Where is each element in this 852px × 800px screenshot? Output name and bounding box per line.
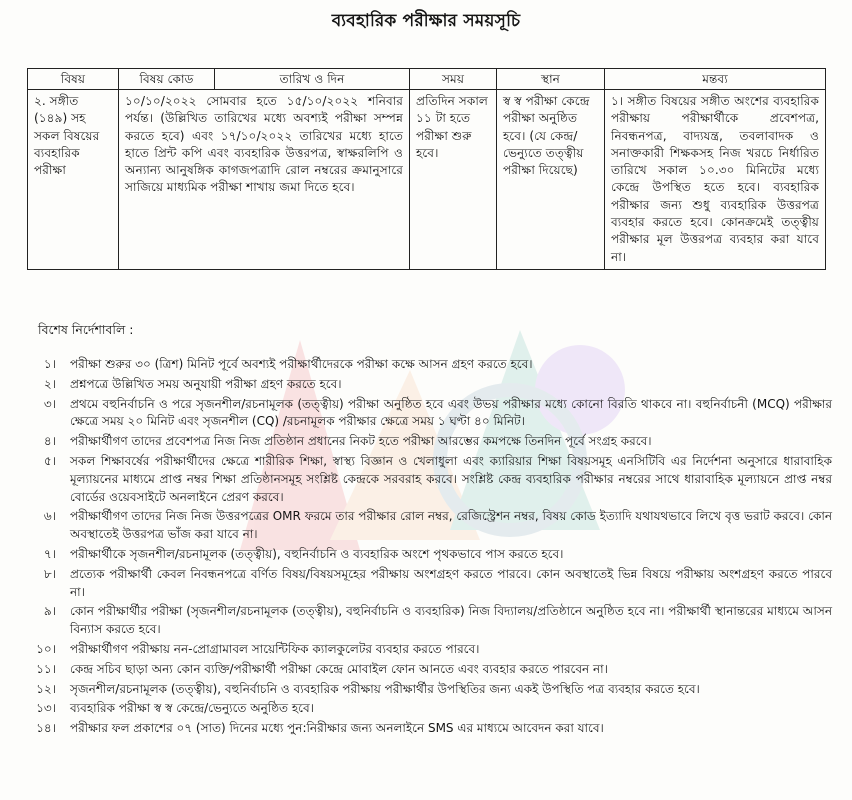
note-text: সকল শিক্ষাবর্ষের পরীক্ষার্থীদের ক্ষেত্রে শারীরিক শিক্ষা, স্বাস্থ্য বিজ্ঞান ও খেলাধুলা এবং ক্যারিয়ার শিক্ষা বিষয়সমূহ এনসিটিবি এর নির্দেশনা অনুসারে ধারাবাহিক মূল্যায়নের মাধ্যমে প্রাপ্ত নম্বর শিক্ষা প্রতিষ্ঠানসমূহ সংশ্লিষ্ট কেন্দ্রকে সরবরাহ করবে। সংশ্লিষ্ট কেন্দ্র ব্যবহারিক পরীক্ষার নম্বরের সাথে ধারাবাহিক মূল্যায়নে প্রাপ্ত নম্বর বোর্ডের ওয়েবসাইটে অনলাইনে প্রেরণ করবে।	[70, 453, 832, 504]
list-item	[32, 433, 832, 451]
note-text: প্রশ্নপত্রে উল্লিখিত সময় অনুযায়ী পরীক্ষা গ্রহণ করতে হবে।	[70, 376, 342, 391]
list-item	[32, 396, 832, 432]
note-number: ৯।	[43, 604, 56, 619]
note-number: ৫।	[43, 453, 56, 468]
note-text: সৃজনশীল/রচনামূলক (তত্ত্বীয়), বহুনির্বাচনি ও ব্যবহারিক পরীক্ষায় পরীক্ষার্থীর উপস্থিতির জন্য একই উপস্থিতি পত্র ব্যবহার করতে হবে।	[70, 681, 700, 696]
list-item	[32, 453, 832, 506]
table-header-row	[28, 69, 826, 90]
table-row	[28, 90, 826, 270]
note-text: কোন পরীক্ষার্থীর পরীক্ষা (সৃজনশীল/রচনামূলক (তত্ত্বীয়), বহুনির্বাচনি ও ব্যবহারিক) নিজ বিদ্যালয়/প্রতিষ্ঠানে অনুষ্ঠিত হবে না। পরীক্ষার্থী স্থানান্তরের মাধ্যমে আসন বিন্যাস করতে হবে।	[70, 604, 832, 637]
note-text: কেন্দ্র সচিব ছাড়া অন্য কোন ব্যক্তি/পরীক্ষার্থী পরীক্ষা কেন্দ্রে মোবাইল ফোন আনতে এবং ব্যবহার করতে পারবেন না।	[70, 661, 608, 676]
note-number: ৮।	[43, 566, 56, 581]
col-remarks-header: মন্তব্য	[605, 69, 826, 90]
note-text: প্রত্যেক পরীক্ষার্থী কেবল নিবন্ধনপত্রে বর্ণিত বিষয়/বিষয়সমূহের পরীক্ষায় অংশগ্রহণ করতে পারবে। কোন অবস্থাতেই ভিন্ন বিষয়ে পরীক্ষায় অংশগ্রহণ করতে পারবে না।	[70, 566, 832, 599]
list-item	[32, 546, 832, 564]
list-item	[32, 700, 832, 718]
col-code-header: বিষয় কোড	[119, 69, 215, 90]
list-item	[32, 356, 832, 374]
note-text: ব্যবহারিক পরীক্ষা স্ব স্ব কেন্দ্রে/ভেন্যুতে অনুষ্ঠিত হবে।	[70, 701, 314, 716]
col-place-header: স্থান	[497, 69, 605, 90]
list-item	[32, 603, 832, 639]
list-item	[32, 376, 832, 394]
note-number: ১৪।	[36, 721, 56, 736]
cell-time: প্রতিদিন সকাল ১১ টা হতে পরীক্ষা শুরু হবে।	[410, 90, 497, 270]
note-text: পরীক্ষার ফল প্রকাশের ০৭ (সাত) দিনের মধ্যে পুন:নিরীক্ষার জন্য অনলাইনে SMS এর মাধ্যমে আবেদন করা যাবে।	[70, 721, 604, 736]
cell-remarks: ১। সঙ্গীত বিষয়ের সঙ্গীত অংশের ব্যবহারিক পরীক্ষায় পরীক্ষার্থীকে প্রবেশপত্র, নিবন্ধনপত্র, বাদ্যযন্ত্র, তবলাবাদক ও সনাক্তকারী শিক্ষকসহ নিজ খরচে নির্ধারিত তারিখে সকাল ১০.৩০ মিনিটের মধ্যে কেন্দ্রে উপস্থিত হতে হবে। ব্যবহারিক পরীক্ষার জন্য শুধু ব্যবহারিক উত্তরপত্র ব্যবহার করতে হবে। কোনক্রমেই তত্ত্বীয় পরীক্ষার মূল উত্তরপত্র ব্যবহার করা যাবে না।	[605, 90, 826, 270]
note-text: পরীক্ষা শুরুর ৩০ (ত্রিশ) মিনিট পূর্বে অবশ্যই পরীক্ষার্থীদেরকে পরীক্ষা কক্ষে আসন গ্রহণ করতে হবে।	[70, 357, 533, 371]
cell-subject: ২. সঙ্গীত (১৪৯) সহ সকল বিষয়ের ব্যবহারিক পরীক্ষা	[28, 90, 119, 270]
list-item	[32, 508, 832, 544]
note-text: পরীক্ষার্থীগণ তাদের প্রবেশপত্র নিজ নিজ প্রতিষ্ঠান প্রধানের নিকট হতে পরীক্ষা আরম্ভের কমপক্ষে তিনদিন পূর্বে সংগ্রহ করবে।	[70, 434, 652, 449]
note-text: পরীক্ষার্থীগণ তাদের নিজ নিজ উত্তরপত্রের OMR ফরমে তার পরীক্ষার রোল নম্বর, রেজিস্ট্রেশন নম্বর, বিষয় কোড ইত্যাদি যথাযথভাবে লিখে বৃত্ত ভরাট করবে। কোন অবস্থাতেই উত্তরপত্র ভাঁজ করা যাবে না।	[70, 509, 832, 542]
note-text: প্রথমে বহুনির্বাচনি ও পরে সৃজনশীল/রচনামূলক (তত্ত্বীয়) পরীক্ষা অনুষ্ঠিত হবে এবং উভয় পরীক্ষার মধ্যে কোনো বিরতি থাকবে না। বহুনির্বাচনী (MCQ) পরীক্ষার ক্ষেত্রে সময় ২০ মিনিট এবং সৃজনশীল (CQ) /রচনামূলক পরীক্ষার ক্ষেত্রে সময় ১ ঘণ্টা ৪০ মিনিট।	[70, 396, 832, 429]
note-number: ১১।	[36, 661, 56, 676]
note-text: পরীক্ষার্থীকে সৃজনশীল/রচনামূলক (তত্ত্বীয়), বহুনির্বাচনি ও ব্যবহারিক অংশে পৃথকভাবে পাস করতে হবে।	[70, 546, 564, 561]
note-number: ১।	[43, 357, 56, 371]
note-number: ৬।	[43, 509, 56, 524]
note-number: ১০।	[36, 641, 56, 656]
col-date-header: তারিখ ও দিন	[215, 69, 410, 90]
page-title: ব্যবহারিক পরীক্ষার সময়সূচি	[331, 11, 521, 31]
cell-date: ১০/১০/২০২২ সোমবার হতে ১৫/১০/২০২২ শনিবার পর্যন্ত। (উল্লিখিত তারিখের মধ্যে অবশ্যই পরীক্ষা সম্পন্ন করতে হবে) এবং ১৭/১০/২০২২ তারিখের মধ্যে হাতে হাতে প্রিন্ট কপি এবং ব্যবহারিক উত্তরপত্র, স্বাক্ষরলিপি ও অন্যান্য আনুষঙ্গিক কাগজপত্রাদি রোল নম্বরের ক্রমানুসারে সাজিয়ে মাধ্যমিক পরীক্ষা শাখায় জমা দিতে হবে।	[119, 90, 410, 270]
list-item	[32, 641, 832, 659]
note-number: ৩।	[43, 396, 56, 411]
col-subject-header: বিষয়	[28, 69, 119, 90]
notes-heading: বিশেষ নির্দেশাবলি :	[38, 322, 134, 337]
note-number: ৪।	[43, 434, 56, 449]
notes-list	[32, 356, 832, 740]
note-number: ২।	[43, 376, 56, 391]
col-time-header: সময়	[410, 69, 497, 90]
schedule-table	[27, 68, 826, 270]
list-item	[32, 566, 832, 602]
list-item	[32, 661, 832, 679]
list-item	[32, 681, 832, 699]
note-number: ১৩।	[36, 701, 56, 716]
list-item	[32, 720, 832, 738]
note-number: ১২।	[36, 681, 56, 696]
note-text: পরীক্ষার্থীগণ পরীক্ষায় নন-প্রোগ্রামাবল সায়েন্টিফিক ক্যালকুলেটর ব্যবহার করতে পারবে।	[70, 641, 480, 656]
cell-place: স্ব স্ব পরীক্ষা কেন্দ্রে পরীক্ষা অনুষ্ঠিত হবে। (যে কেন্দ্র/ ভেন্যুতে তত্ত্বীয় পরীক্ষা দিয়েছে)	[497, 90, 605, 270]
note-number: ৭।	[43, 546, 56, 561]
